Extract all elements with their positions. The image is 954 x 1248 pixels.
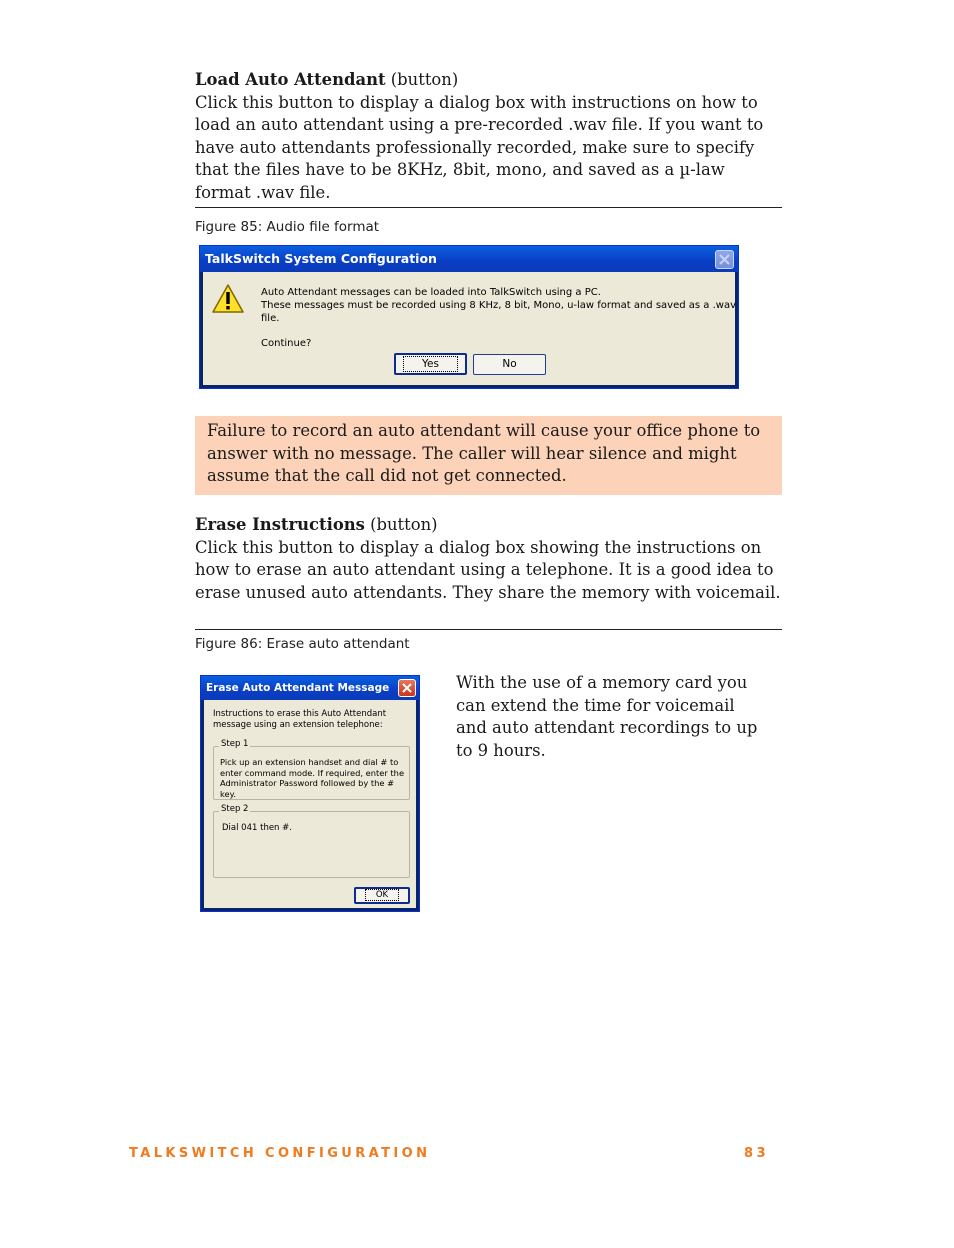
warning-icon — [211, 283, 245, 315]
step-1-text: Pick up an extension handset and dial # to enter command mode. If required, enter the Administrator Password followed by the # key. — [220, 757, 405, 799]
close-button[interactable] — [398, 679, 416, 697]
heading-suffix: (button) — [385, 70, 459, 89]
step-1-group — [213, 739, 410, 800]
talkswitch-config-dialog — [199, 245, 739, 389]
heading-line — [195, 514, 785, 537]
dialog-message — [261, 286, 741, 350]
dialog-body — [204, 700, 416, 908]
yes-label: Yes — [403, 356, 458, 372]
dialog-title: Erase Auto Attendant Message — [201, 676, 419, 700]
memory-card-note: With the use of a memory card you can extend the time for voicemail and auto attendant recordings to up to 9 hours. — [456, 673, 758, 760]
paragraph-erase-instructions: Click this button to display a dialog box showing the instructions on how to erase an auto attendant using a telephone. It is a good idea to erase unused auto attendants. They share the memory with voicemail. — [195, 537, 781, 602]
figure-86-caption: Figure 86: Erase auto attendant — [195, 636, 410, 652]
close-icon — [716, 251, 733, 268]
dialog-intro: Instructions to erase this Auto Attendant message using an extension telephone: — [213, 709, 387, 730]
ok-button[interactable] — [354, 887, 410, 904]
page-number: 83 — [744, 1146, 769, 1161]
dialog-prompt: Continue? — [261, 338, 312, 349]
heading-suffix: (button) — [364, 515, 438, 534]
warning-callout — [195, 416, 782, 495]
section-erase-instructions — [195, 514, 785, 604]
dialog-body — [203, 272, 735, 385]
divider — [195, 629, 782, 630]
yes-button[interactable] — [394, 353, 467, 375]
step-2-group — [213, 804, 410, 878]
divider — [195, 207, 782, 208]
close-button-disabled[interactable] — [715, 250, 734, 269]
ok-label: OK — [365, 889, 399, 901]
warning-text: Failure to record an auto attendant will cause your office phone to answer with no message. The caller will hear silence and might assume that the call did not get connected. — [207, 421, 761, 485]
step-2-text: Dial 041 then #. — [222, 823, 292, 833]
close-icon — [399, 680, 415, 696]
no-button[interactable] — [473, 354, 546, 375]
paragraph-load-auto-attendant: Click this button to display a dialog box with instructions on how to load an auto attendant using a pre-recorded .wav file. If you want to have auto attendants professionally recorded, make sure to specify that the files have to be 8KHz, 8bit, mono, and saved as a µ-law format .wav file. — [195, 92, 764, 202]
section-load-auto-attendant — [195, 69, 785, 204]
dialog-line-2: These messages must be recorded using 8 KHz, 8 bit, Mono, u-law format and saved as a .wav file. — [261, 300, 736, 324]
step-2-label: Step 2 — [221, 804, 249, 814]
step-1-label: Step 1 — [221, 739, 249, 749]
heading-erase-instructions: Erase Instructions — [195, 515, 365, 534]
figure-85-caption: Figure 85: Audio file format — [195, 219, 380, 235]
heading-line — [195, 69, 785, 92]
erase-auto-attendant-dialog — [200, 675, 420, 912]
footer-section-title: TALKSWITCH CONFIGURATION — [129, 1146, 431, 1161]
heading-load-auto-attendant: Load Auto Attendant — [195, 70, 386, 89]
no-label: No — [502, 358, 517, 370]
dialog-title: TalkSwitch System Configuration — [200, 246, 738, 272]
dialog-line-1: Auto Attendant messages can be loaded into TalkSwitch using a PC. — [261, 287, 601, 298]
